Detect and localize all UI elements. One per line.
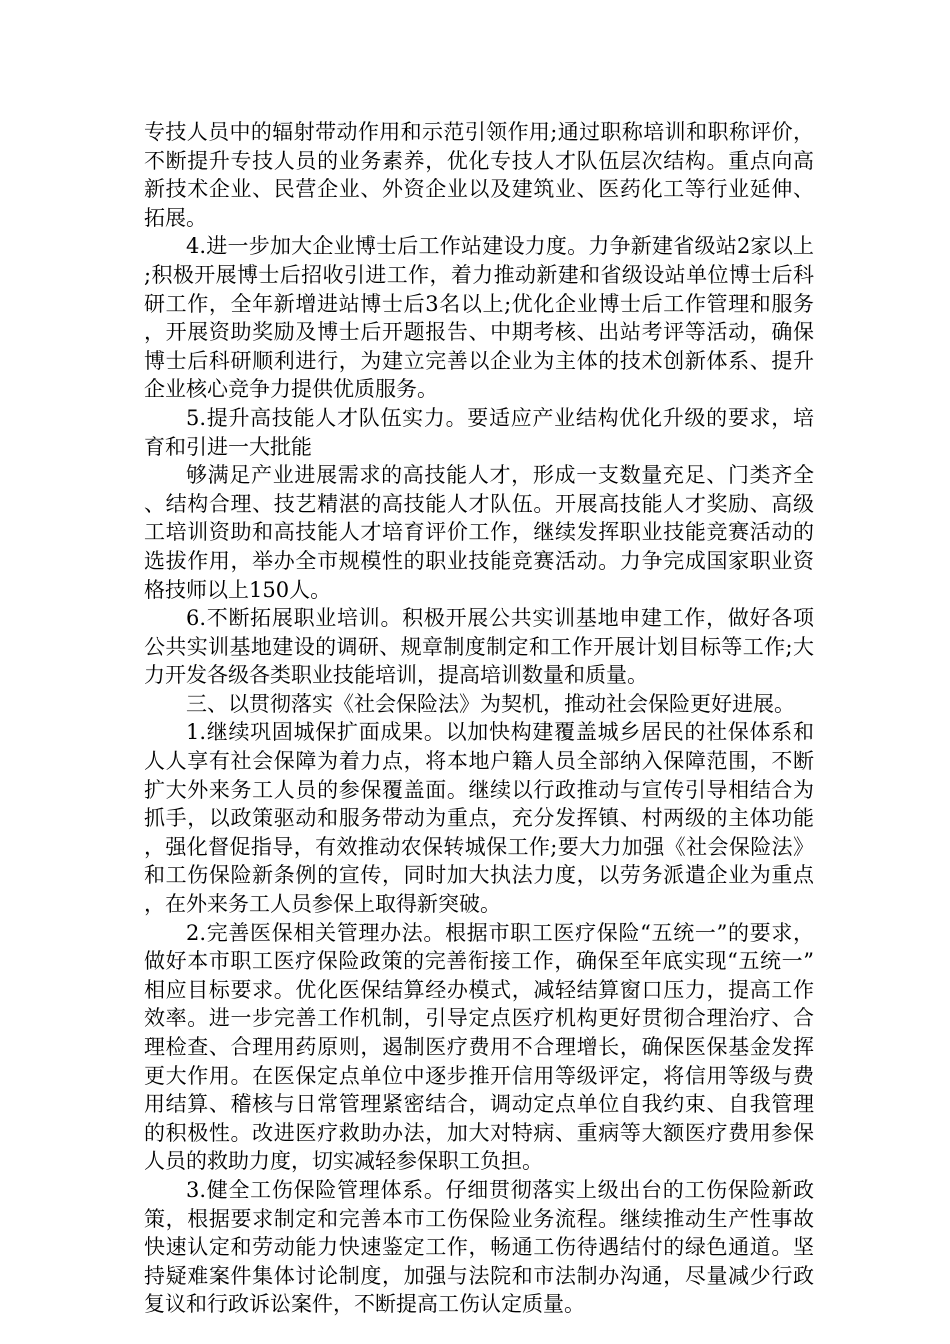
paragraph-2: 4.进一步加大企业博士后工作站建设力度。力争新建省级站2家以上;积极开展博士后招收引进工作，着力推动新建和省级设站单位博士后科研工作，全年新增进站博士后3名以上;优化企业博士后工作管理和服务，开展资助奖励及博士后开题报告、中期考核、出站考评等活动，确保博士后科研顺利进行，为建立完善以企业为主体的技术创新体系、提升企业核心竞争力提供优质服务。 [144, 234, 814, 402]
paragraph-5: 6.不断拓展职业培训。积极开展公共实训基地申建工作，做好各项公共实训基地建设的调研、规章制度制定和工作开展计划目标等工作;大力开发各级各类职业技能培训，提高培训数量和质量。 [144, 606, 814, 688]
paragraph-4: 够满足产业进展需求的高技能人才，形成一支数量充足、门类齐全、结构合理、技艺精湛的高技能人才队伍。开展高技能人才奖励、高级工培训资助和高技能人才培育评价工作，继续发挥职业技能竞赛活动的选拔作用，举办全市规模性的职业技能竞赛活动。力争完成国家职业资格技师以上150人。 [144, 463, 814, 602]
paragraph-3: 5.提升高技能人才队伍实力。要适应产业结构优化升级的要求，培育和引进一大批能 [144, 405, 814, 459]
paragraph-8: 3.健全工伤保险管理体系。仔细贯彻落实上级出台的工伤保险新政策，根据要求制定和完善本市工伤保险业务流程。继续推动生产性事故快速认定和劳动能力快速鉴定工作，畅通工伤待遇结付的绿色通道。坚持疑难案件集体讨论制度，加强与法院和市法制办沟通，尽量减少行政复议和行政诉讼案件，不断提高工伤认定质量。 [144, 1177, 814, 1317]
paragraph-1: 专技人员中的辐射带动作用和示范引领作用;通过职称培训和职称评价，不断提升专技人员的业务素养，优化专技人才队伍层次结构。重点向高新技术企业、民营企业、外资企业以及建筑业、医药化工等行业延伸、拓展。 [144, 120, 814, 230]
document-page [144, 118, 814, 1319]
section-heading-3: 三、以贯彻落实《社会保险法》为契机，推动社会保险更好进展。 [186, 691, 795, 716]
paragraph-6: 1.继续巩固城保扩面成果。以加快构建覆盖城乡居民的社保体系和人人享有社会保障为着力点，将本地户籍人员全部纳入保障范围，不断扩大外来务工人员的参保覆盖面。继续以行政推动与宣传引导相结合为抓手，以政策驱动和服务带动为重点，充分发挥镇、村两级的主体功能，强化督促指导，有效推动农保转城保工作;要大力加强《社会保险法》和工伤保险新条例的宣传，同时加大执法力度，以劳务派遣企业为重点，在外来务工人员参保上取得新突破。 [144, 720, 814, 917]
paragraph-7: 2.完善医保相关管理办法。根据市职工医疗保险“五统一”的要求，做好本市职工医疗保险政策的完善衔接工作，确保至年底实现“五统一”相应目标要求。优化医保结算经办模式，减轻结算窗口压力，提高工作效率。进一步完善工作机制，引导定点医疗机构更好贯彻合理治疗、合理检查、合理用药原则，遏制医疗费用不合理增长，确保医保基金发挥更大作用。在医保定点单位中逐步推开信用等级评定，将信用等级与费用结算、稽核与日常管理紧密结合，调动定点单位自我约束、自我管理的积极性。改进医疗救助办法，加大对特病、重病等大额医疗费用参保人员的救助力度，切实减轻参保职工负担。 [144, 920, 814, 1174]
